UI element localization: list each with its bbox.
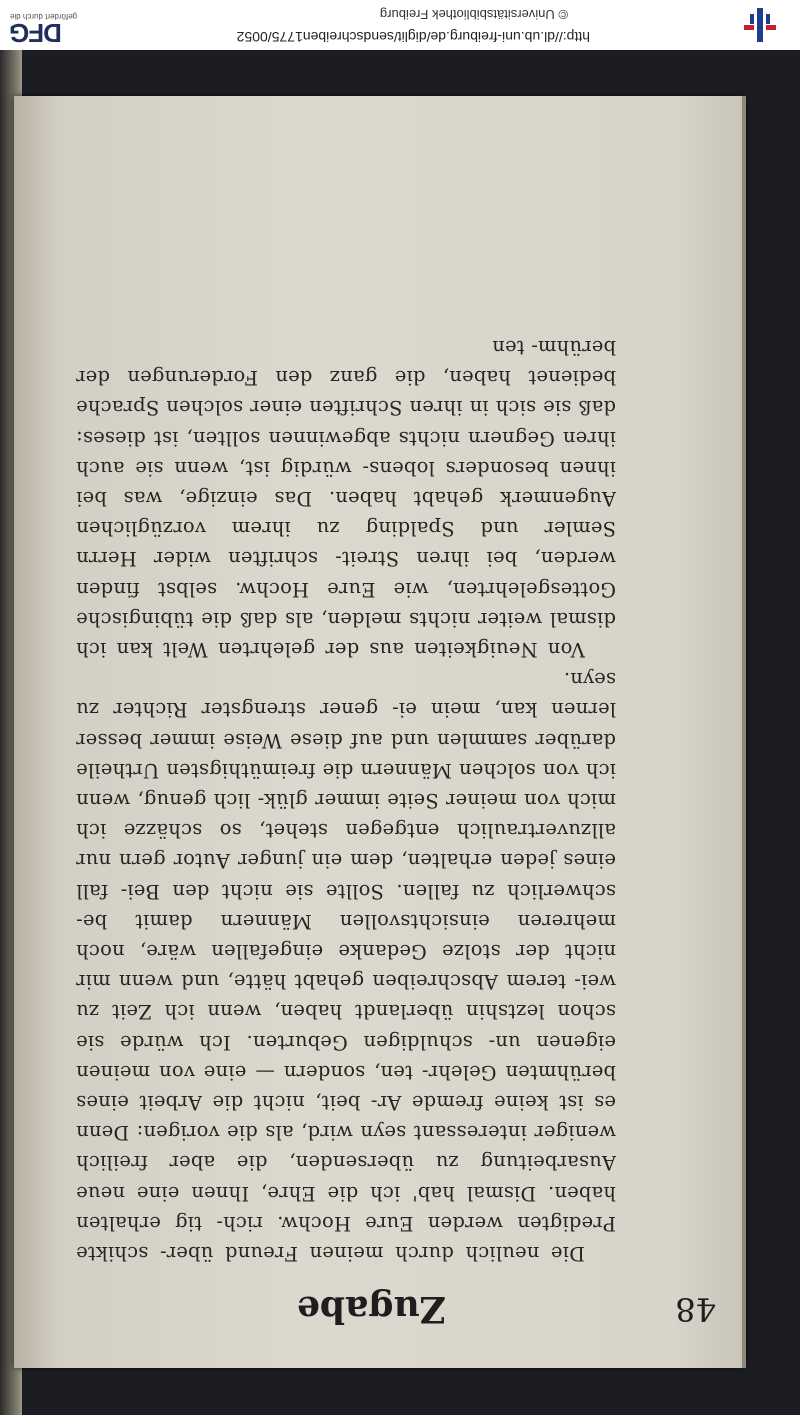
book-page [14, 96, 746, 1368]
dfg-logo: DFG [10, 18, 62, 48]
paragraph: Von Neuigkeiten aus der gelehrten Welt kan ich dismal weiter nichts melden, als daß die tübingische Gottesgelehrten, wie Eure Hochw. selbst finden werden, bei ihren Streit- schriften wider Herrn Semler und Spalding zu ihrem vorzüglichen Augenmerk gehabt haben. Das einzige, was bei ihnen besonders lobens- würdig ist, wenn sie auch ihren Gegnern nichts abgewinnen sollten, ist dieses: daß sie sich in ihren Schriften einer solchen Sprache bedienet haben, die ganz den Forderungen der berühm- ten [76, 335, 616, 661]
page-number: 48 [675, 1290, 716, 1328]
university-logo-icon [740, 6, 780, 44]
source-url-link[interactable]: http://dl.ub.uni-freiburg.de/diglit/sendschreiben1775/0052 [236, 29, 590, 45]
page-content-rotated [14, 96, 746, 1368]
body-text [76, 332, 616, 1268]
running-head [14, 1278, 746, 1368]
page-edge [742, 96, 746, 1368]
dfg-funding-note [10, 12, 77, 20]
paragraph: Die neulich durch meinen Freund über- schikte Predigten werden Eure Hochw. rich- tig erhalten haben. Dismal hab' ich die Ehre, Ihnen eine neue Ausarbeitung zu übersenden, die aber freilich weniger interessant seyn wird, als die vorigen: Denn es ist keine fremde Ar- beit, nicht die Arbeit eines berühmten Gelehr- ten, sondern — eine von meinen eigenen un- schuldigen Geburten. Ich würde sie schon leztshin überlandt haben, wenn ich Zeit zu wei- terem Abschreiben gehabt hätte, und wenn mir nicht der stolze Gedanke eingefallen wäre, noch mehreren einsichtsvollen Männern damit be- schwerlich zu fallen. Sollte sie nicht den Bei- fall eines jeden erhalten, dem ein junger Autor gern nur allzuvertraulich entgegen stehet, so schäzze ich mich von meiner Seite immer glük- lich genug, wenn ich von solchen Männern die freimüthigsten Urtheile darüber sammlen und auf diese Weise immer besser lernen kan, mein ei- gener strengster Richter zu seyn. [76, 668, 616, 1265]
dfg-funding-note-line: gefördert durch die [10, 12, 78, 21]
viewer-header [0, 0, 800, 50]
scan-viewport [0, 50, 800, 1415]
page-title: Zugabe [296, 1288, 446, 1330]
institution-credit: © Universitätsbibliothek Freiburg [379, 7, 568, 22]
